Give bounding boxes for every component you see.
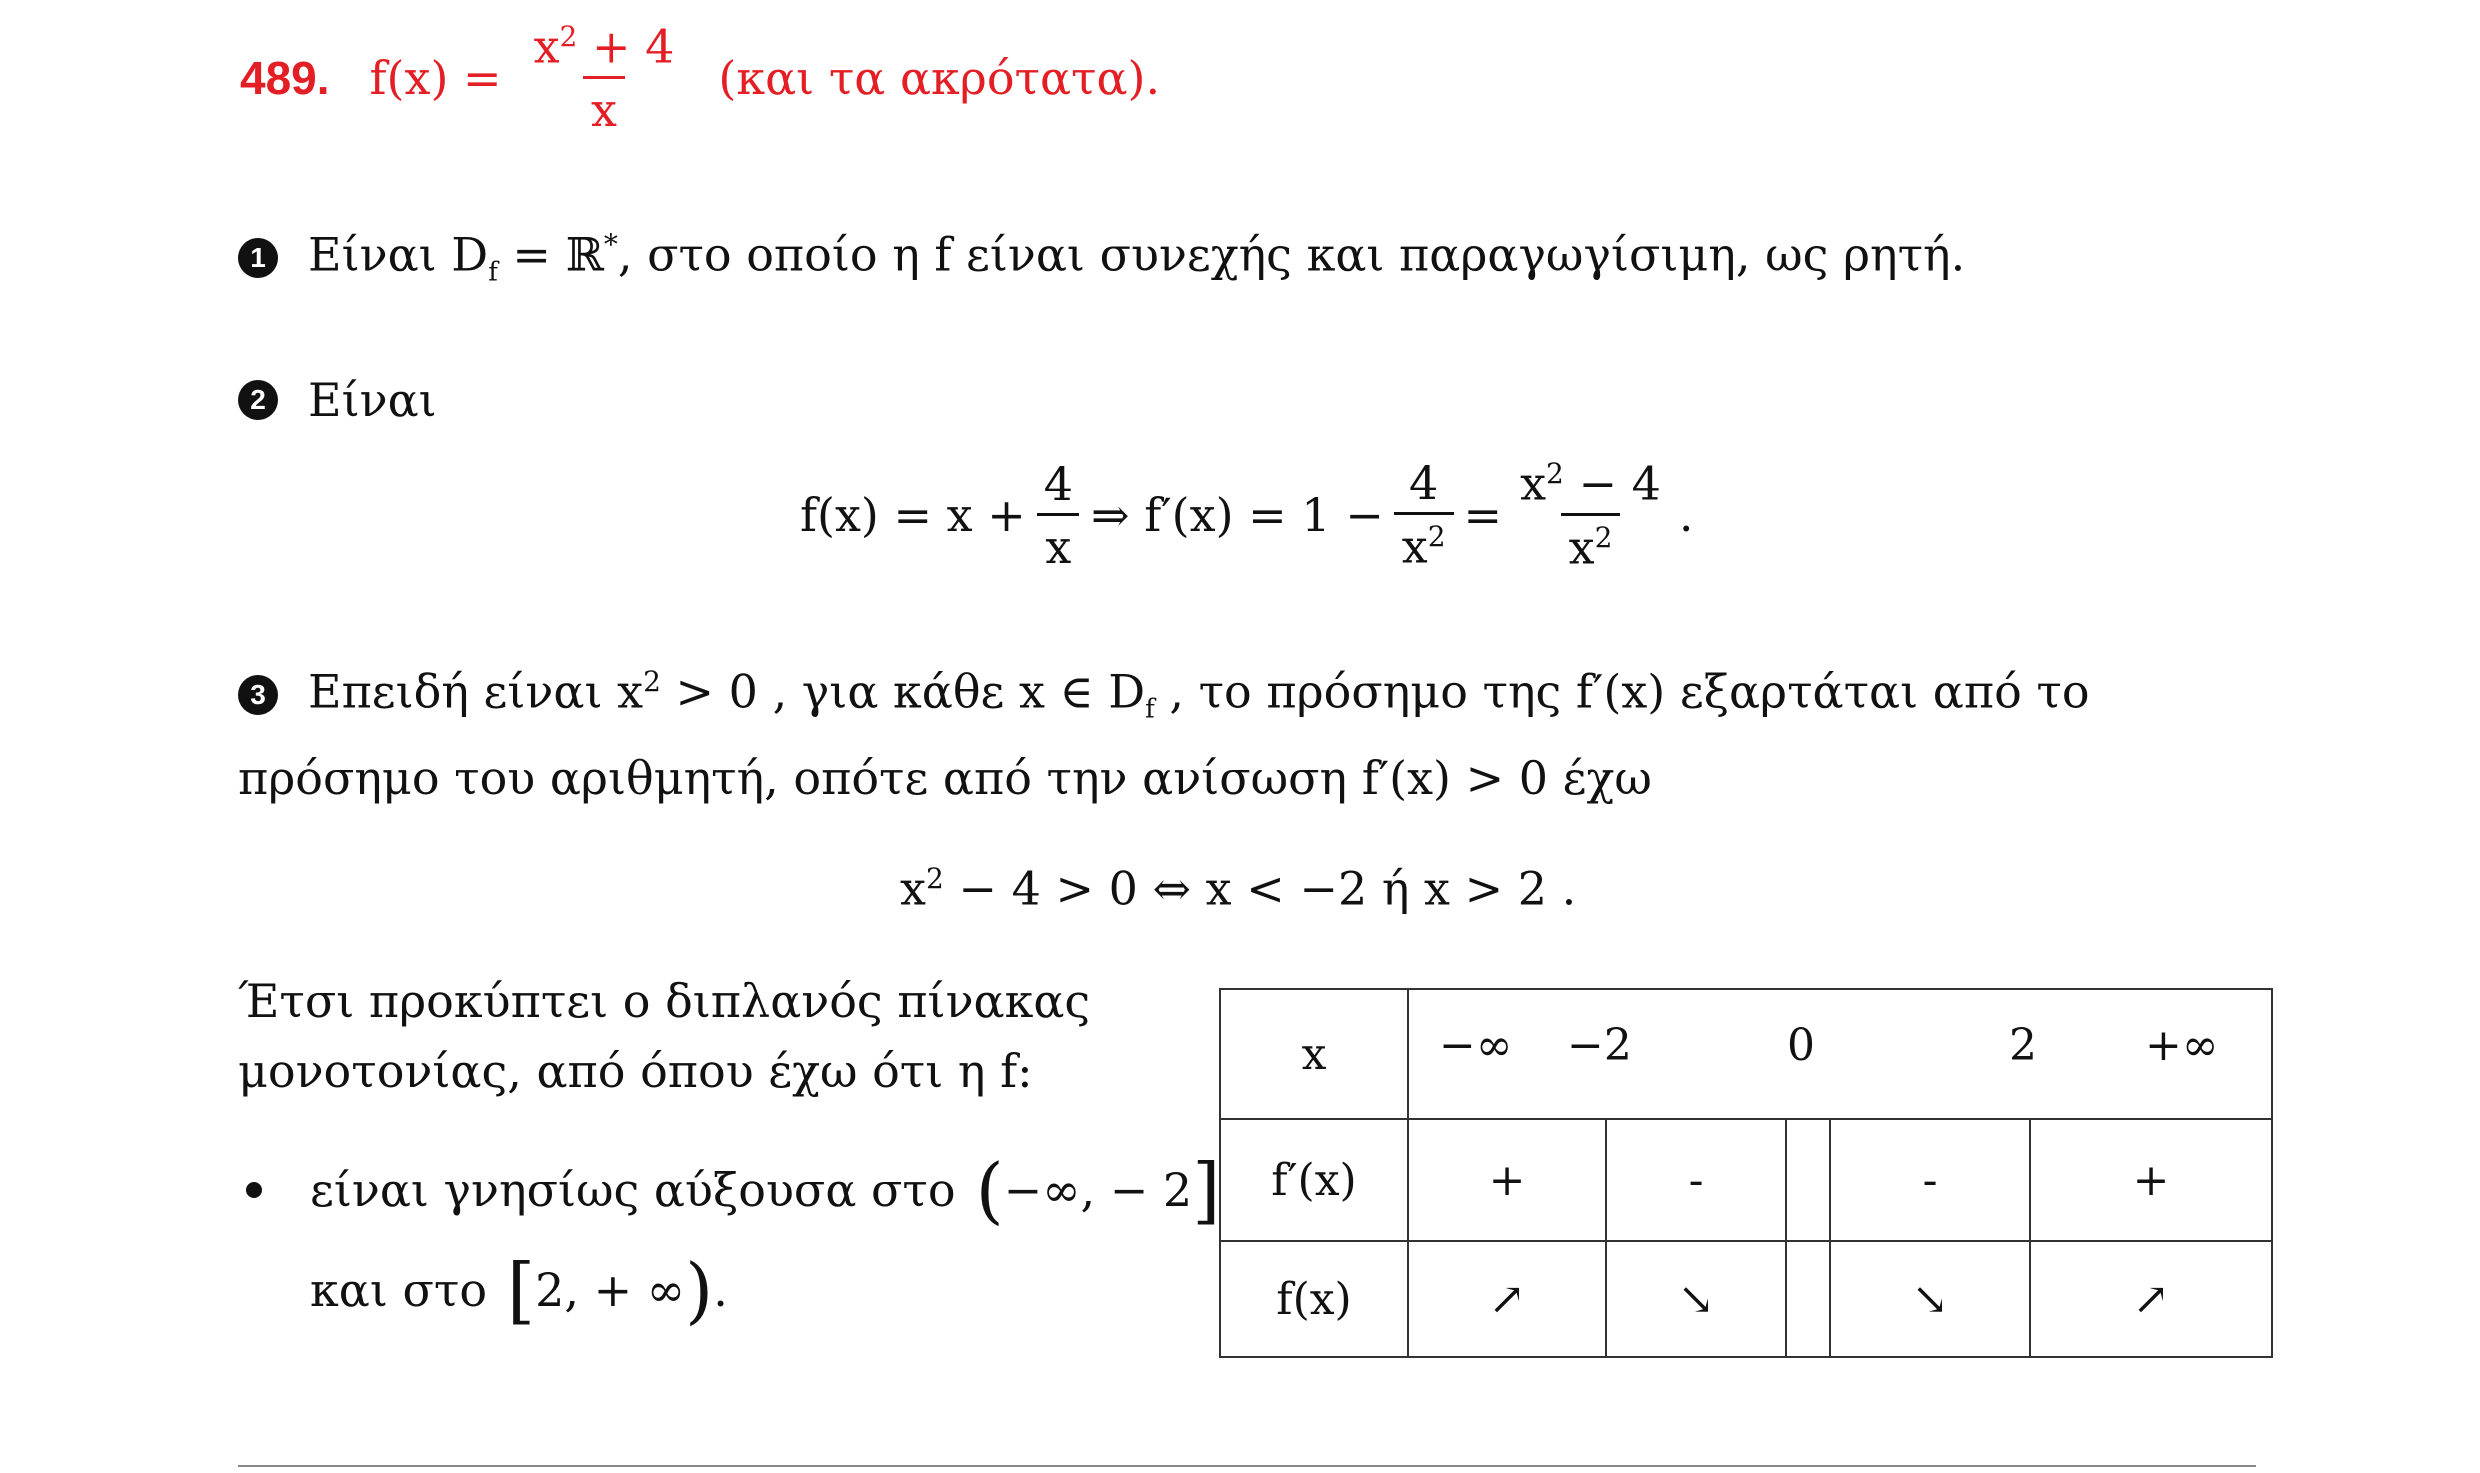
title-suffix: (και τα ακρότατα).: [718, 51, 1161, 105]
derivative-equation: f(x) = x + $\frac{4}{x}$ ⇒ f′(x) = 1 − $\frac{4}{x^2}$ = $\frac{x^2 - 4}{x^2}$ .: [800, 456, 1694, 574]
point-2: 2: [2009, 1020, 2037, 1071]
function-lhs: f(x) =: [369, 51, 502, 105]
header-x: x: [1220, 989, 1408, 1119]
func-arrow-4: ↗: [2030, 1241, 2272, 1357]
conclusion-line-1: Έτσι προκύπτει ο διπλανός πίνακας: [238, 974, 1091, 1028]
undefined-column: [1786, 1119, 1830, 1241]
point-neg-2: −2: [1567, 1020, 1632, 1071]
row-func-label: f(x): [1220, 1241, 1408, 1357]
function-fraction: $\frac{x^2 + 4}{x}$: [533, 19, 675, 137]
deriv-sign-1: +: [1408, 1119, 1606, 1241]
monotonicity-table: [1219, 988, 2273, 1358]
interval-second: και στο [ 2, + ∞ ) .: [310, 1248, 728, 1332]
point-pos-inf: +∞: [2145, 1020, 2219, 1071]
step-1: [238, 228, 1965, 288]
bottom-divider: [238, 1465, 2256, 1467]
func-arrow-2: ↘: [1606, 1241, 1786, 1357]
inequality-solution: $x^2 - 4 > 0$ ⇔ x < −2 ή x > 2 .: [900, 861, 1577, 916]
func-arrow-1: ↗: [1408, 1241, 1606, 1357]
step-2-marker: 2: [238, 380, 278, 420]
bullet-dot: [246, 1182, 262, 1198]
critical-points: [1408, 989, 2272, 1119]
point-neg-inf: −∞: [1439, 1020, 1513, 1071]
conclusion-line-2: μονοτονίας, από όπου έχω ότι η f:: [238, 1044, 1033, 1098]
deriv-sign-2: -: [1606, 1119, 1786, 1241]
problem-number: 489.: [240, 52, 330, 104]
point-0: 0: [1787, 1020, 1815, 1071]
deriv-sign-4: +: [2030, 1119, 2272, 1241]
bullet-increasing: είναι γνησίως αύξουσα στο ( −∞, − 2 ]: [246, 1150, 1220, 1230]
step-1-marker: 1: [238, 238, 278, 278]
deriv-sign-3: -: [1830, 1119, 2030, 1241]
func-arrow-3: ↘: [1830, 1241, 2030, 1357]
step-2: [238, 370, 437, 430]
undefined-column: [1786, 1241, 1830, 1357]
step-3-line-1: 3 Επειδή είναι $x^2 > 0$ , για κάθε x ∈ $D_f$ , το πρόσημο της f′(x) εξαρτάται από το: [238, 665, 2090, 725]
step-1-text: Είναι $D_f$ = ℝ*, στο οποίο η f είναι συνεχής και παραγωγίσιμη, ως ρητή.: [308, 227, 1966, 288]
step-3-line-2: πρόσημο του αριθμητή, οπότε από την ανίσωση f′(x) > 0 έχω: [238, 751, 1652, 805]
problem-title: [240, 18, 1160, 138]
row-deriv-label: f′(x): [1220, 1119, 1408, 1241]
step-2-text: Είναι: [308, 373, 437, 427]
step-3-marker: 3: [238, 675, 278, 715]
